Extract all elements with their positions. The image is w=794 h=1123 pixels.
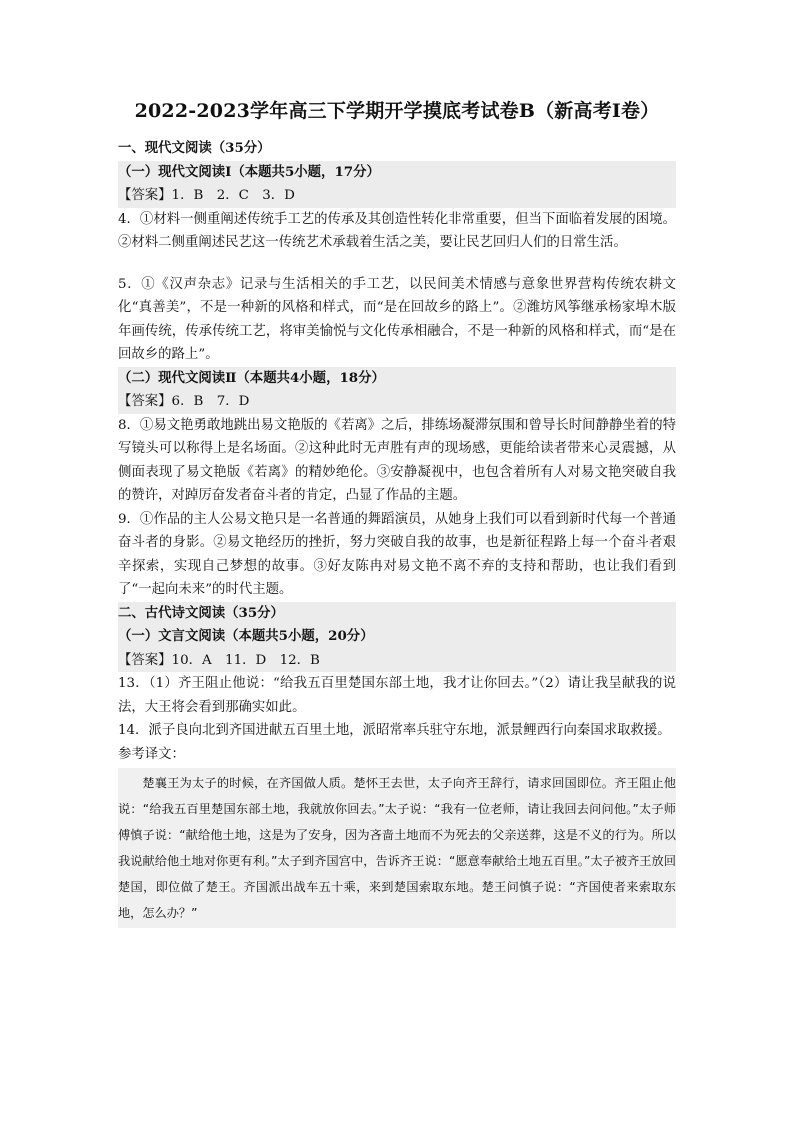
answer-q5: 5．①《汉声杂志》记录与生活相关的手工艺，以民间美术情感与意象世界营构传统农耕文化“真善美”，不是一种新的风格和样式，而“是在回故乡的路上”。②潍坊风筝继承杨家埠木版年画传统，传承传统工艺，将审美愉悦与文化传承相融合，不是一种新的风格和样式，而“是在回故乡的路上”。 [118,276,676,362]
answer-line-2: 【答案】6．B 7．D [118,390,676,414]
subsection-heading-modern-reading-1: （一）现代文阅读Ⅰ（本题共5小题，17分） [118,161,676,185]
answer-line-1: 【答案】1．B 2．C 3．D [118,184,676,208]
answer-q9: 9．①作品的主人公易文艳只是一名普通的舞蹈演员，从她身上我们可以看到新时代每一个普通奋斗者的身影。②易文艳经历的挫折，努力突破自我的故事，也是新征程路上每一个奋斗者艰辛探索，实现自己梦想的故事。③好友陈冉对易文艳不离不弃的支持和帮助，也让我们看到了“一起向未来”的时代主题。 [118,511,676,597]
reference-translation-label: 参考译文： [118,746,185,762]
answer-q4: 4．①材料一侧重阐述传统手工艺的传承及其创造性转化非常重要，但当下面临着发展的困境。②材料二侧重阐述民艺这一传统艺术承载着生活之美，要让民艺回归人们的日常生活。 [118,211,676,250]
subsection-heading-classical-prose: （一）文言文阅读（本题共5小题，20分） [118,625,676,649]
page-title: 2022-2023学年高三下学期开学摸底考试卷B（新高考Ⅰ卷） [134,100,660,122]
answer-q14: 14．派子良向北到齐国进献五百里土地，派昭常率兵驻守东地，派景鲤西行向秦国求取救援。 [118,723,671,738]
answer-q13: 13．（1）齐王阻止他说：“给我五百里楚国东部土地，我才让你回去。”（2）请让我呈献我的说法，大王将会看到那确实如此。 [118,676,676,715]
section-heading-modern-reading: 一、现代文阅读（35分） [118,140,271,156]
document-page [118,96,676,928]
section-heading-classical-reading: 二、古代诗文阅读（35分） [118,602,676,626]
answer-q8: 8．①易文艳勇敢地跳出易文艳版的《若离》之后，排练场凝滞氛围和曾导长时间静静坐着的特写镜头可以称得上是名场面。②这种此时无声胜有声的现场感，更能给读者带来心灵震撼，从侧面表现了易文艳版《若离》的精妙绝伦。③安静凝视中，也包含着所有人对易文艳突破自我的赞许，对踔厉奋发者奋斗者的肯定，凸显了作品的主题。 [118,417,676,503]
answer-line-3: 【答案】10．A 11．D 12．B [118,649,676,673]
reference-translation-text: 楚襄王为太子的时候，在齐国做人质。楚怀王去世，太子向齐王辞行，请求回国即位。齐王阻止他说：“给我五百里楚国东部土地，我就放你回去。”太子说：“我有一位老师，请让我回去问问他。”太子师傅慎子说：“献给他土地，这是为了安身，因为吝啬土地而不为死去的父亲送葬，这是不义的行为。所以我说献给他土地对你更有利。”太子到齐国宫中，告诉齐王说：“愿意奉献给土地五百里。”太子被齐王放回楚国，即位做了楚王。齐国派出战车五十乘，来到楚国索取东地。楚王问慎子说：“齐国使者来索取东地，怎么办？” [118,768,676,928]
spacer [118,255,676,273]
subsection-heading-modern-reading-2: （二）现代文阅读Ⅱ（本题共4小题，18分） [118,367,676,391]
